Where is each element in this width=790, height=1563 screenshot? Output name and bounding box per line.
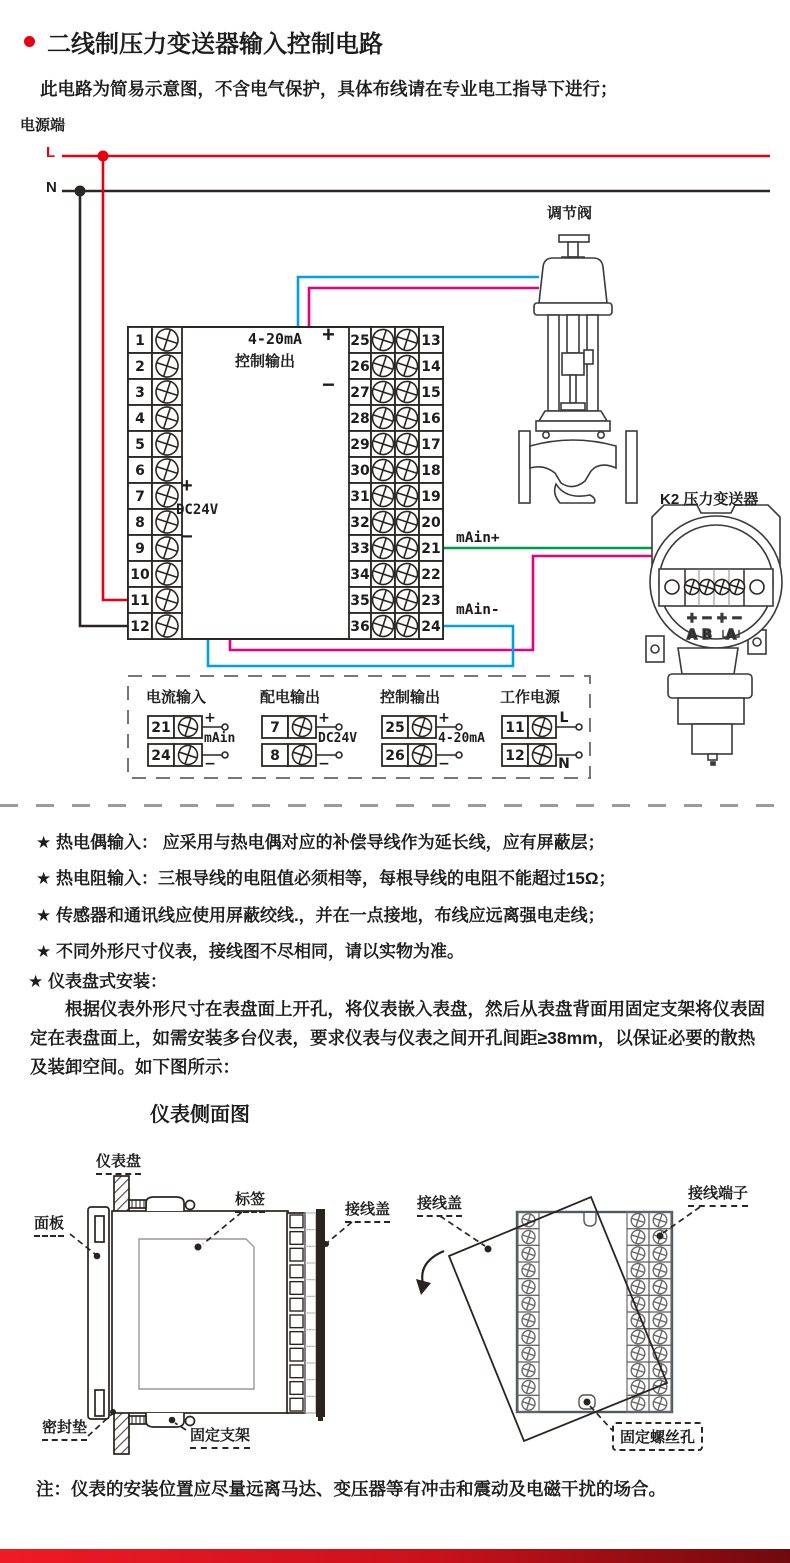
terminal-number: 20 [421, 515, 441, 531]
terminal-number: 21 [151, 720, 171, 736]
wire-end-circle [222, 752, 228, 758]
terminal-number: 21 [421, 541, 441, 557]
terminal-number: 2 [135, 359, 145, 375]
page-subtitle: 此电路为简易示意图，不含电气保护，具体布线请在专业电工指导下进行； [40, 79, 618, 99]
terminal-number: 4 [135, 411, 145, 427]
bottom-note: 注：仪表的安装位置应尽量远离马达、变压器等有冲击和震动及电磁干扰的场合。 [36, 1479, 666, 1499]
transmitter-sign: − [701, 611, 713, 626]
side-view-drawing [70, 1176, 352, 1454]
terminal-number: 17 [421, 437, 441, 453]
terminal-number: 27 [350, 385, 370, 401]
legend-sign: + [318, 710, 330, 726]
terminal-number: 10 [130, 567, 150, 583]
legend-group-title: 配电输出 [260, 688, 321, 706]
plus-sign-7: + [181, 475, 193, 497]
bracket-label: 固定支架 [190, 1424, 250, 1449]
screw-hole-label: 固定螺丝孔 [612, 1422, 703, 1451]
terminal-number: 26 [350, 359, 370, 375]
terminal-number: 28 [350, 411, 370, 427]
transmitter-sign: + [716, 611, 728, 626]
output-range-label: 4-20mA [247, 330, 303, 348]
terminal-number: 31 [350, 489, 370, 505]
line-n-label: N [46, 179, 57, 196]
footer-bar [0, 1549, 790, 1563]
wire-end-circle [576, 724, 582, 730]
terminal-number: 32 [350, 515, 370, 531]
note-panel-mount: ★ 仪表盘式安装： [28, 972, 167, 991]
main-minus-label: mAin- [456, 602, 500, 618]
panel-board-label: 仪表盘 [96, 1150, 141, 1175]
note-rtd: ★ 热电阻输入：三根导线的电阻值必须相等，每根导线的电阻不能超过15Ω； [36, 869, 616, 888]
note-dimensions: ★ 不同外形尺寸仪表，接线图不尽相同，请以实物为准。 [36, 942, 464, 961]
terminal-number: 8 [135, 515, 145, 531]
minus-sign-26: − [322, 372, 335, 397]
terminal-number: 35 [350, 593, 370, 609]
terminal-number: 7 [135, 489, 145, 505]
wire-end-circle [456, 724, 462, 730]
plus-sign-25: + [322, 322, 335, 347]
legend-signal-label: mAin [204, 731, 236, 746]
legend-sign: N [558, 756, 570, 772]
terminal-block [128, 326, 443, 640]
power-terminal-label: 电源端 [20, 117, 66, 134]
transmitter-terminal-letter: A [725, 628, 737, 643]
terminal-number: 7 [270, 720, 280, 736]
terminal-number: 12 [130, 619, 150, 635]
terminal-number: 26 [385, 748, 405, 764]
front-panel-label: 面板 [34, 1212, 64, 1237]
minus-sign-8: − [181, 526, 193, 548]
wire-end-circle [336, 724, 342, 730]
mounting-paragraph: 根据仪表外形尺寸在表盘面上开孔，将仪表嵌入表盘，然后从表盘背面用固定支架将仪表固定在表盘面上，如需安装多台仪表，要求仪表与仪表之间开孔间距≥38mm，以保证必要的散热及装卸空间。如下图所示： [30, 999, 765, 1077]
terminal-number: 29 [350, 437, 370, 453]
valve-label: 调节阀 [547, 205, 593, 222]
pressure-transmitter-drawing [646, 505, 782, 765]
terminal-number: 23 [421, 593, 441, 609]
terminal-number: 3 [135, 385, 145, 401]
terminal-cover-label-side: 接线盖 [345, 1198, 390, 1223]
page-title: 二线制压力变送器输入控制电路 [47, 31, 383, 58]
terminal-number: 11 [130, 593, 150, 609]
legend-group-title: 控制输出 [380, 688, 441, 706]
legend-group-title: 工作电源 [500, 688, 561, 706]
control-valve-drawing [519, 235, 637, 503]
terminal-number: 33 [350, 541, 370, 557]
transmitter-terminal-letter: A [686, 628, 698, 643]
tag-label: 标签 [235, 1188, 265, 1213]
transmitter-terminal-letter: B [702, 628, 712, 643]
terminal-number: 5 [135, 437, 145, 453]
terminal-number: 8 [270, 748, 280, 764]
terminal-number: 19 [421, 489, 441, 505]
terminal-number: 14 [421, 359, 441, 375]
legend-sign: − [438, 756, 450, 772]
terminals-label: 接线端子 [688, 1182, 748, 1207]
line-l-label: L [46, 144, 56, 161]
terminal-number: 1 [135, 333, 145, 349]
note-shielding: ★ 传感器和通讯线应使用屏蔽绞线.，并在一点接地，布线应远离强电走线； [36, 906, 605, 925]
terminal-number: 25 [350, 333, 370, 349]
terminal-number: 36 [350, 619, 370, 635]
legend-sign: + [438, 710, 450, 726]
terminal-number: 22 [421, 567, 441, 583]
note-thermocouple: ★ 热电偶输入： 应采用与热电偶对应的补偿导线作为延长线，应有屏蔽层； [36, 833, 605, 852]
terminal-number: 18 [421, 463, 441, 479]
terminal-number: 34 [350, 567, 370, 583]
transmitter-sign: + [686, 611, 698, 626]
terminal-number: 13 [421, 333, 441, 349]
terminal-number: 11 [505, 720, 525, 736]
gasket-label: 密封垫 [42, 1416, 87, 1441]
control-output-label: 控制输出 [234, 353, 295, 370]
transmitter-label: K2 压力变送器 [660, 491, 759, 508]
wire-end-circle [336, 752, 342, 758]
terminal-number: 30 [350, 463, 370, 479]
section-bullet-icon [24, 36, 35, 47]
terminal-number: 16 [421, 411, 441, 427]
transmitter-sign: − [731, 611, 743, 626]
legend-sign: − [318, 756, 330, 772]
legend-box [128, 676, 590, 778]
terminal-cover-label-rear: 接线盖 [417, 1192, 462, 1217]
legend-group-title: 电流输入 [146, 688, 207, 706]
wire-end-circle [456, 752, 462, 758]
main-plus-label: mAin+ [456, 530, 500, 546]
legend-signal-label: DC24V [318, 731, 358, 746]
terminal-number: 12 [505, 748, 525, 764]
dashed-separator [0, 804, 790, 807]
wire-end-circle [576, 752, 582, 758]
wire-end-circle [222, 724, 228, 730]
terminal-number: 6 [135, 463, 145, 479]
dc24v-label: DC24V [176, 502, 219, 518]
legend-sign: L [559, 710, 569, 726]
terminal-number: 24 [421, 619, 441, 635]
terminal-number: 24 [151, 748, 171, 764]
terminal-number: 25 [385, 720, 405, 736]
legend-sign: + [204, 710, 216, 726]
legend-signal-label: 4-20mA [438, 731, 485, 746]
terminal-number: 9 [135, 541, 145, 557]
terminal-number: 15 [421, 385, 441, 401]
side-view-title: 仪表侧面图 [150, 1104, 250, 1126]
legend-sign: − [204, 756, 216, 772]
rear-view-drawing [416, 1197, 700, 1441]
